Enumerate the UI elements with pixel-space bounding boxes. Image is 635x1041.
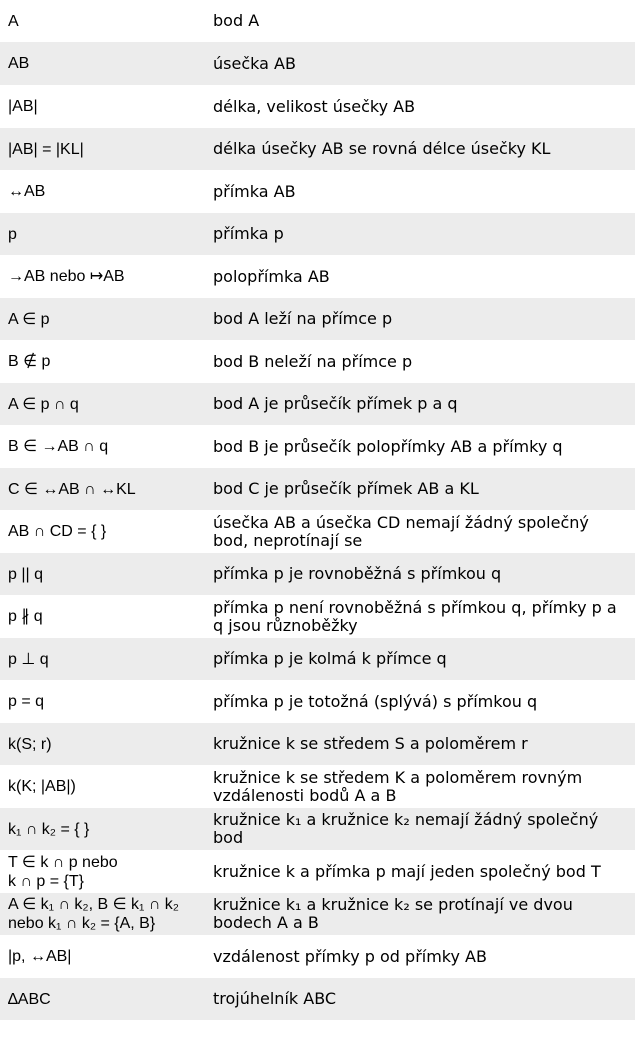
table-row bbox=[0, 383, 635, 425]
description-cell: úsečka AB bbox=[204, 42, 635, 85]
symbol-text: AB bbox=[8, 55, 30, 72]
symbol-cell bbox=[0, 680, 204, 723]
description-cell: bod C je průsečík přímek AB a KL bbox=[204, 468, 635, 510]
table-row bbox=[0, 298, 635, 340]
table-row bbox=[0, 978, 635, 1020]
symbol-text: nebo k₁ ∩ k₂ = {A, B} bbox=[8, 915, 156, 932]
symbol-text: |AB| = |KL| bbox=[8, 140, 84, 158]
description-cell: přímka p je totožná (splývá) s přímkou q bbox=[204, 680, 635, 723]
table-row bbox=[0, 808, 635, 850]
table-row bbox=[0, 893, 635, 935]
symbol-text: k(S; r) bbox=[8, 735, 52, 753]
table-row bbox=[0, 553, 635, 595]
table-row bbox=[0, 213, 635, 255]
symbol-cell bbox=[0, 0, 204, 42]
table-row bbox=[0, 935, 635, 978]
symbol-text: p || q bbox=[8, 565, 43, 583]
description-cell: bod A bbox=[204, 0, 635, 42]
symbol-cell bbox=[0, 723, 204, 765]
symbol-cell bbox=[0, 340, 204, 383]
symbol-cell bbox=[0, 893, 204, 935]
symbol-text: p ∦ q bbox=[8, 608, 43, 625]
symbol-cell bbox=[0, 553, 204, 595]
table-row bbox=[0, 468, 635, 510]
symbol-cell bbox=[0, 510, 204, 553]
symbol-text: p bbox=[8, 225, 17, 243]
table-row bbox=[0, 723, 635, 765]
symbol-cell bbox=[0, 213, 204, 255]
symbol-text: k(K; |AB|) bbox=[8, 778, 76, 795]
description-cell: přímka p je kolmá k přímce q bbox=[204, 638, 635, 680]
table-row bbox=[0, 680, 635, 723]
description-cell: přímka p je rovnoběžná s přímkou q bbox=[204, 553, 635, 595]
symbol-text: B ∈ →AB ∩ q bbox=[8, 438, 109, 455]
symbol-cell bbox=[0, 468, 204, 510]
symbol-text: |p, ↔AB| bbox=[8, 948, 72, 965]
symbol-cell bbox=[0, 935, 204, 978]
symbol-text: p ⊥ q bbox=[8, 650, 49, 668]
description-cell: přímka AB bbox=[204, 170, 635, 213]
symbol-text: AB ∩ CD = { } bbox=[8, 523, 107, 540]
symbol-cell bbox=[0, 808, 204, 850]
description-cell: délka úsečky AB se rovná délce úsečky KL bbox=[204, 128, 635, 170]
table-row bbox=[0, 510, 635, 553]
description-cell: kružnice k se středem S a poloměrem r bbox=[204, 723, 635, 765]
description-cell: vzdálenost přímky p od přímky AB bbox=[204, 935, 635, 978]
table-row bbox=[0, 638, 635, 680]
symbol-cell bbox=[0, 595, 204, 638]
description-cell: bod A je průsečík přímek p a q bbox=[204, 383, 635, 425]
symbol-text: A ∈ p ∩ q bbox=[8, 395, 79, 413]
symbol-text: ↔AB bbox=[8, 183, 46, 200]
table-row bbox=[0, 850, 635, 893]
symbol-text: k ∩ p = {T} bbox=[8, 872, 84, 890]
table-row bbox=[0, 425, 635, 468]
table-row bbox=[0, 595, 635, 638]
symbol-cell bbox=[0, 850, 204, 893]
description-cell: délka, velikost úsečky AB bbox=[204, 85, 635, 128]
symbol-text: ∆ABC bbox=[8, 990, 51, 1008]
description-cell: přímka p bbox=[204, 213, 635, 255]
table-row bbox=[0, 340, 635, 383]
symbol-cell bbox=[0, 425, 204, 468]
symbol-text: T ∈ k ∩ p nebo bbox=[8, 853, 118, 871]
table-row bbox=[0, 0, 635, 42]
description-cell: trojúhelník ABC bbox=[204, 978, 635, 1020]
symbol-cell bbox=[0, 42, 204, 85]
symbol-cell bbox=[0, 978, 204, 1020]
table-row bbox=[0, 42, 635, 85]
description-cell: bod B neleží na přímce p bbox=[204, 340, 635, 383]
symbol-text: A bbox=[8, 12, 19, 30]
symbol-cell bbox=[0, 128, 204, 170]
symbol-cell bbox=[0, 85, 204, 128]
symbol-cell bbox=[0, 170, 204, 213]
description-cell: kružnice k se středem K a poloměrem rovným vzdálenosti bodů A a B bbox=[204, 765, 635, 808]
table-row bbox=[0, 128, 635, 170]
table-row bbox=[0, 765, 635, 808]
symbol-text: C ∈ ↔AB ∩ ↔KL bbox=[8, 480, 136, 498]
symbol-text: B ∉ p bbox=[8, 353, 51, 370]
description-cell: úsečka AB a úsečka CD nemají žádný společný bod, neprotínají se bbox=[204, 510, 635, 553]
description-cell: přímka p není rovnoběžná s přímkou q, přímky p a q jsou různoběžky bbox=[204, 595, 635, 638]
description-cell: bod A leží na přímce p bbox=[204, 298, 635, 340]
symbol-cell bbox=[0, 383, 204, 425]
symbol-cell bbox=[0, 638, 204, 680]
description-cell: kružnice k₁ a kružnice k₂ nemají žádný společný bod bbox=[204, 808, 635, 850]
table-row bbox=[0, 170, 635, 213]
description-cell: kružnice k a přímka p mají jeden společný bod T bbox=[204, 850, 635, 893]
description-cell: bod B je průsečík polopřímky AB a přímky q bbox=[204, 425, 635, 468]
symbol-text: p = q bbox=[8, 693, 45, 710]
description-cell: polopřímka AB bbox=[204, 255, 635, 298]
description-cell: kružnice k₁ a kružnice k₂ se protínají ve dvou bodech A a B bbox=[204, 893, 635, 935]
symbol-text: |AB| bbox=[8, 98, 38, 115]
symbol-cell bbox=[0, 255, 204, 298]
symbol-cell bbox=[0, 765, 204, 808]
symbol-text: A ∈ k₁ ∩ k₂, B ∈ k₁ ∩ k₂ bbox=[8, 896, 180, 913]
symbol-text: k₁ ∩ k₂ = { } bbox=[8, 820, 90, 838]
symbol-text: →AB nebo ↦AB bbox=[8, 268, 125, 285]
symbol-text: A ∈ p bbox=[8, 310, 50, 328]
table-row bbox=[0, 255, 635, 298]
symbol-cell bbox=[0, 298, 204, 340]
table-row bbox=[0, 85, 635, 128]
